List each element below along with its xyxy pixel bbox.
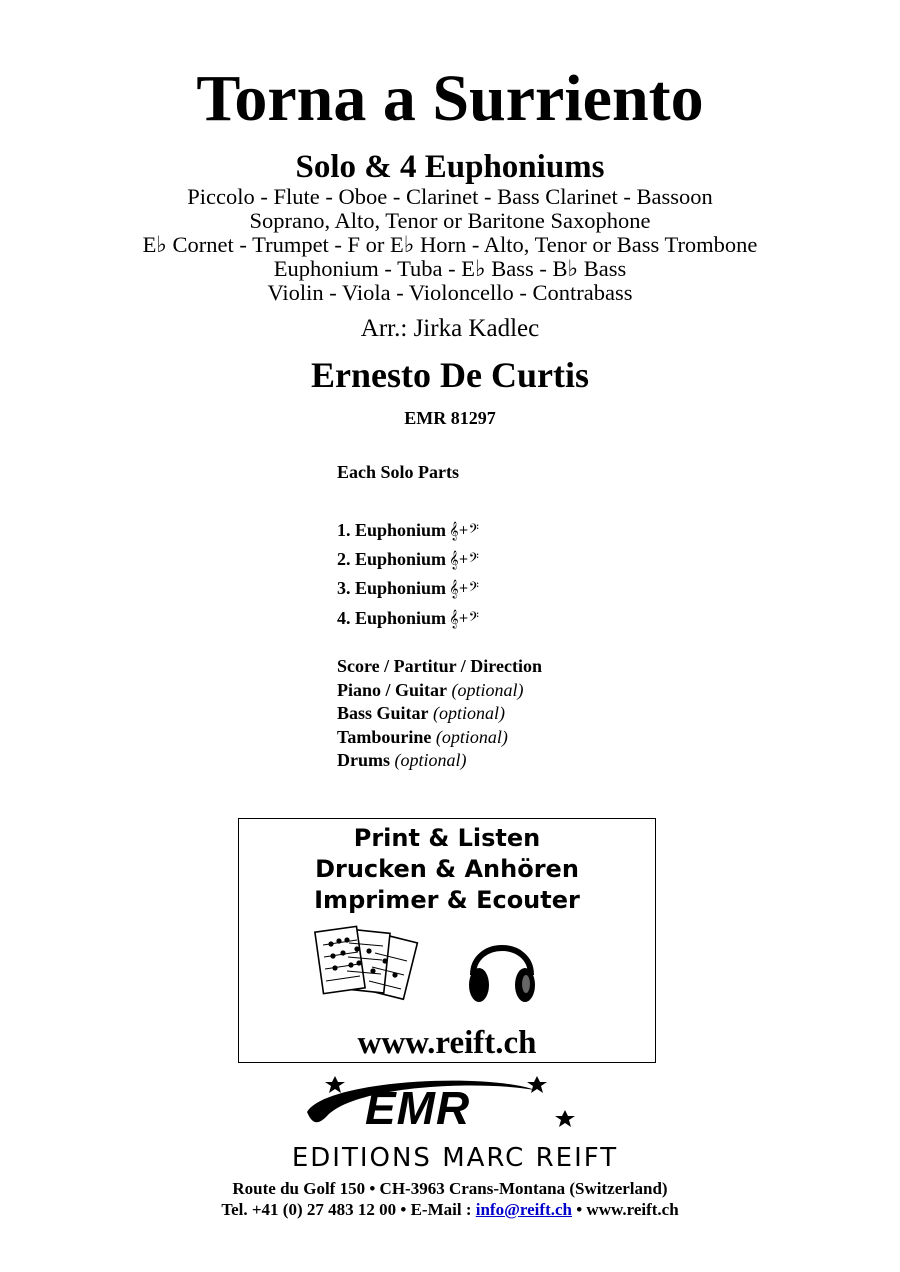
part-label: 2. Euphonium xyxy=(337,549,447,569)
logo-name: EDITIONS MARC REIFT xyxy=(291,1143,619,1172)
composer: Ernesto De Curtis xyxy=(311,355,589,395)
instrument-line: Piccolo - Flute - Oboe - Clarinet - Bass Clarinet - Bassoon xyxy=(187,184,713,209)
part-label: 1. Euphonium xyxy=(337,520,447,540)
extra-note: (optional) xyxy=(451,680,524,700)
treble-clef-icon: 𝄞 xyxy=(449,609,459,628)
extra-item xyxy=(337,749,467,771)
instrument-line: Violin - Viola - Violoncello - Contrabass xyxy=(267,280,633,305)
extra-note: (optional) xyxy=(394,750,467,770)
part-item xyxy=(337,548,479,571)
extra-label: Drums xyxy=(337,750,390,770)
arranger: Arr.: Jirka Kadlec xyxy=(360,315,540,342)
headphones-icon xyxy=(465,929,539,1009)
footer-web: • www.reift.ch xyxy=(571,1200,679,1219)
plus-sign: + xyxy=(458,523,469,537)
clef-icons xyxy=(449,577,479,600)
sheet-music-icon xyxy=(311,923,423,1009)
clef-icons xyxy=(449,519,479,542)
footer-address: Route du Golf 150 • CH-3963 Crans-Montana (Switzerland) xyxy=(232,1179,668,1198)
extra-label: Score / Partitur / Direction xyxy=(337,656,542,676)
treble-clef-icon: 𝄞 xyxy=(449,521,459,540)
part-item xyxy=(337,519,479,542)
website-link[interactable]: www.reift.ch xyxy=(357,1025,537,1061)
plus-sign: + xyxy=(458,581,469,595)
treble-clef-icon: 𝄞 xyxy=(449,579,459,598)
extra-item xyxy=(337,726,508,748)
treble-clef-icon: 𝄞 xyxy=(449,550,459,569)
extra-label: Bass Guitar xyxy=(337,703,429,723)
email-link[interactable]: info@reift.ch xyxy=(475,1200,572,1219)
part-label: 3. Euphonium xyxy=(337,578,447,598)
part-item xyxy=(337,577,479,600)
instrument-line: Euphonium - Tuba - E♭ Bass - B♭ Bass xyxy=(273,256,627,281)
plus-sign: + xyxy=(458,552,469,566)
extra-item xyxy=(337,655,542,677)
extra-label: Tambourine xyxy=(337,727,432,747)
promo-line: Imprimer & Ecouter xyxy=(314,886,580,914)
promo-line: Print & Listen xyxy=(353,824,541,852)
instrument-line: E♭ Cornet - Trumpet - F or E♭ Horn - Alto, Tenor or Bass Trombone xyxy=(142,232,758,257)
plus-sign: + xyxy=(458,611,469,625)
subtitle: Solo & 4 Euphoniums xyxy=(295,149,605,185)
instrument-line: Soprano, Alto, Tenor or Baritone Saxophone xyxy=(249,208,651,233)
extra-note: (optional) xyxy=(433,703,506,723)
bass-clef-icon: 𝄢 xyxy=(468,521,479,540)
bass-clef-icon: 𝄢 xyxy=(468,579,479,598)
catalog-code: EMR 81297 xyxy=(404,408,496,428)
emr-logo xyxy=(235,1072,675,1172)
parts-heading: Each Solo Parts xyxy=(337,462,460,482)
bass-clef-icon: 𝄢 xyxy=(468,550,479,569)
extra-item xyxy=(337,702,505,724)
promo-line: Drucken & Anhören xyxy=(315,855,579,883)
print-listen-box xyxy=(238,818,656,1063)
part-item xyxy=(337,607,479,630)
clef-icons xyxy=(449,607,479,630)
extra-item xyxy=(337,679,524,701)
page-title: Torna a Surriento xyxy=(196,62,704,135)
svg-text:EMR: EMR xyxy=(365,1082,471,1134)
extra-label: Piano / Guitar xyxy=(337,680,448,700)
extra-note: (optional) xyxy=(435,727,508,747)
bass-clef-icon: 𝄢 xyxy=(468,609,479,628)
part-label: 4. Euphonium xyxy=(337,608,447,628)
footer-contact xyxy=(0,1199,900,1221)
footer-tel: Tel. +41 (0) 27 483 12 00 • E-Mail : xyxy=(221,1200,476,1219)
clef-icons xyxy=(449,548,479,571)
